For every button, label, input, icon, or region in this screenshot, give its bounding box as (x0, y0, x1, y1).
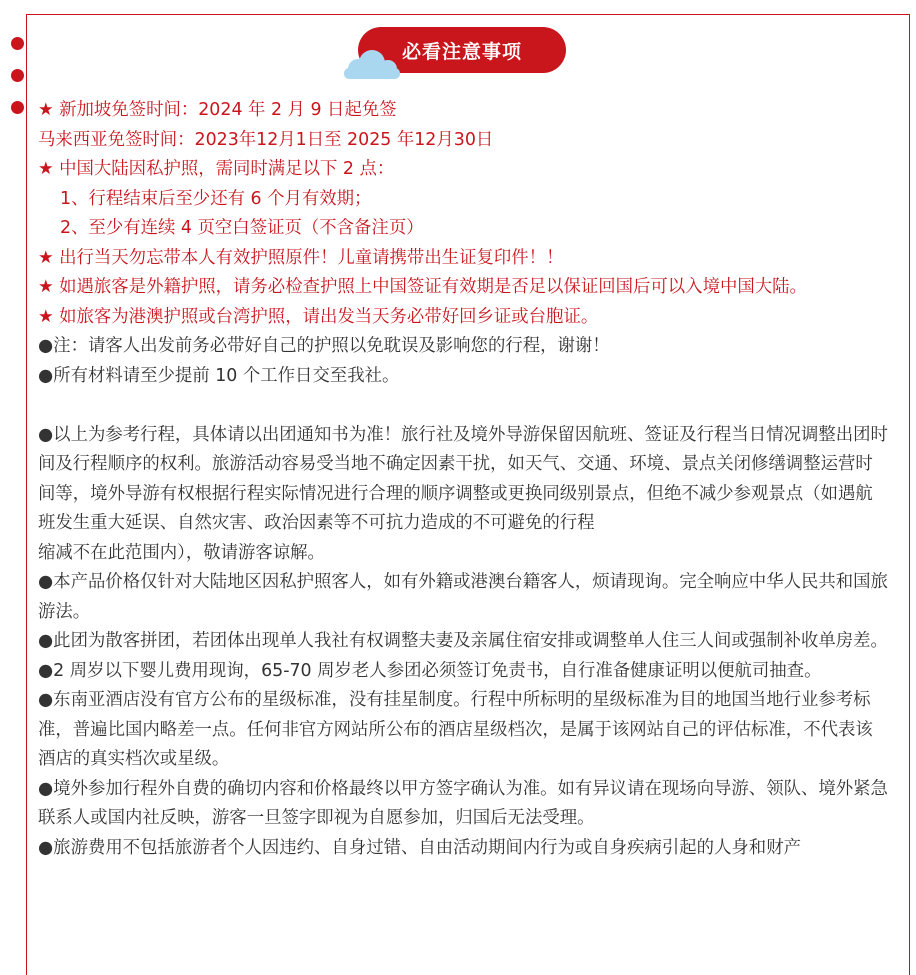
note-optional-activities: ●境外参加行程外自费的确切内容和价格最终以甲方签字确认为准。如有异议请在现场向导游、领队、境外紧急联系人或国内社反映，游客一旦签字即视为自愿参加，归国后无法受理。 (38, 778, 888, 828)
note-group-rooming: ●此团为散客拼团，若团体出现单人我社有权调整夫妻及亲属住宿安排或调整单人住三人间或强制补收单房差。 (38, 631, 888, 651)
decor-dot (11, 37, 24, 50)
notice-passport-validity: 1、行程结束后至少还有 6 个月有效期； (60, 188, 372, 209)
notice-hk-taiwan-passport: ★ 如旅客为港澳护照或台湾护照，请出发当天务必带好回乡证或台胞证。 (38, 306, 599, 327)
notice-bring-passport: ★ 出行当天勿忘带本人有效护照原件！儿童请携带出生证复印件！！ (38, 247, 564, 268)
notice-passport-requirement: ★ 中国大陆因私护照，需同时满足以下 2 点： (38, 159, 395, 179)
note-itinerary-reference: ●以上为参考行程，具体请以出团通知书为准！旅行社及境外导游保留因航班、签证及行程当日情况调整出团时间及行程顺序的权利。旅游活动容易受当地不确定因素干扰，如天气、交通、环境、景点关闭修缮调整运营时间等，境外导游有权根据行程实际情况进行合理的顺序调整或更换同级别景点，但绝不减少参观景点（如遇航班发生重大延误、自然灾害、政治因素等不可抗力造成的不可避免的行程 (38, 424, 888, 533)
spacer (38, 391, 888, 421)
notice-foreign-passport: ★ 如遇旅客是外籍护照，请务必检查护照上中国签证有效期是否足以保证回国后可以入境中国大陆。 (38, 277, 807, 297)
note-infant-senior: ●2 周岁以下婴儿费用现询，65-70 周岁老人参团必须签订免责书，自行准备健康证明以便航司抽查。 (38, 660, 822, 681)
notice-malaysia-visa: 马来西亚免签时间：2023年12月1日至 2025 年12月30日 (38, 129, 494, 150)
notice-passport-pages: 2、至少有连续 4 页空白签证页（不含备注页） (60, 218, 424, 238)
decor-dot (11, 69, 24, 82)
note-passport-reminder: ●注：请客人出发前务必带好自己的护照以免耽误及影响您的行程，谢谢！ (38, 336, 610, 356)
cloud-icon (338, 49, 408, 79)
note-itinerary-reference-cont: 缩减不在此范围内），敬请游客谅解。 (38, 542, 325, 563)
note-hotel-rating: ●东南亚酒店没有官方公布的星级标准，没有挂星制度。行程中所标明的星级标准为目的地国当地行业参考标准，普遍比国内略差一点。任何非官方网站所公布的酒店星级档次，是属于该网站自己的评估标准，不代表该酒店的真实档次或星级。 (38, 690, 873, 769)
note-price-scope: ●本产品价格仅针对大陆地区因私护照客人，如有外籍或港澳台籍客人，烦请现询。完全响应中华人民共和国旅游法。 (38, 572, 888, 622)
note-materials-deadline: ●所有材料请至少提前 10 个工作日交至我社。 (38, 365, 400, 386)
notice-content (38, 96, 888, 863)
section-title: 必看注意事项 (358, 27, 566, 73)
notice-singapore-visa: ★ 新加坡免签时间：2024 年 2 月 9 日起免签 (38, 100, 397, 120)
decor-dot (11, 101, 24, 114)
section-title-banner (338, 27, 570, 77)
note-excluded-costs: ●旅游费用不包括旅游者个人因违约、自身过错、自由活动期间内行为或自身疾病引起的人身和财产 (38, 837, 801, 858)
